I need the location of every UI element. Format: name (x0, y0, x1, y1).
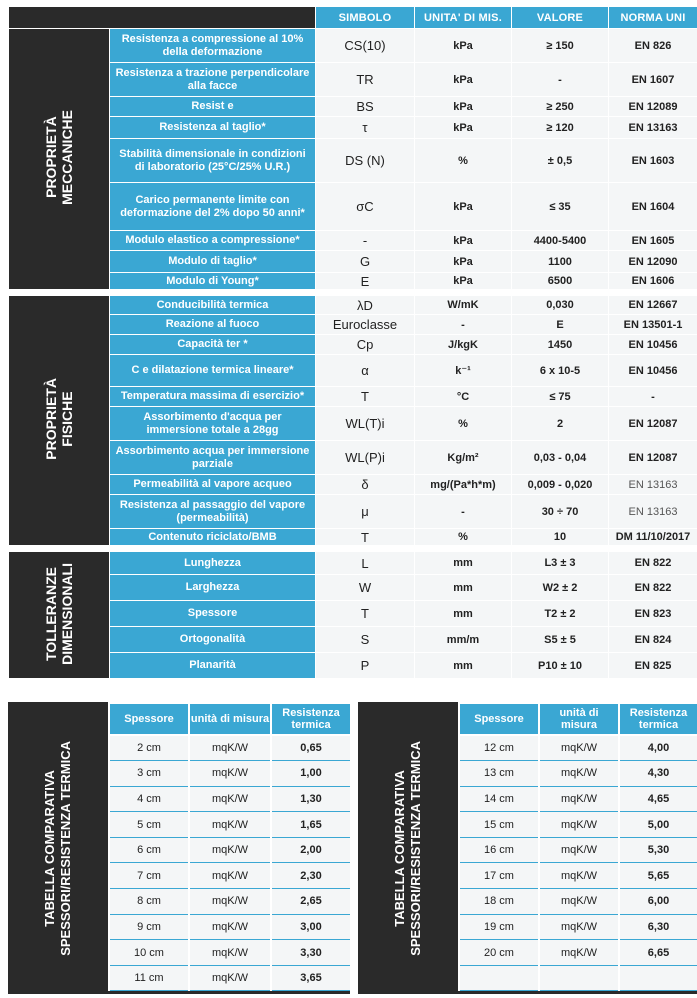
comparison-row (459, 889, 697, 915)
comparison-thickness: 2 cm (109, 735, 189, 761)
property-name: Temperatura massima di esercizio* (110, 387, 316, 407)
comparison-unit: mqK/W (539, 863, 619, 889)
property-symbol: Cp (316, 335, 415, 355)
comparison-row (459, 761, 697, 787)
property-row (9, 495, 697, 529)
comparison-row (459, 965, 697, 991)
property-unit: mm (415, 601, 512, 627)
property-norm: EN 12087 (609, 407, 697, 441)
property-value: - (512, 63, 609, 97)
comparison-thickness: 8 cm (109, 889, 189, 915)
comparison-resistance: 4,00 (619, 735, 697, 761)
property-norm: EN 1607 (609, 63, 697, 97)
comparison-resistance: 4,65 (619, 786, 697, 812)
comparison-row (109, 735, 351, 761)
property-symbol: WL(P)i (316, 441, 415, 475)
comparison-row (459, 940, 697, 966)
comparison-resistance: 1,00 (271, 761, 351, 787)
comparison-category-label: TABELLA COMPARATIVA SPESSORI/RESISTENZA TERMICA (42, 740, 73, 956)
comparison-category-label: TABELLA COMPARATIVA SPESSORI/RESISTENZA TERMICA (392, 740, 423, 956)
property-name: Lunghezza (110, 549, 316, 575)
property-symbol: L (316, 549, 415, 575)
comparison-unit: mqK/W (539, 812, 619, 838)
property-row (9, 601, 697, 627)
property-symbol: σC (316, 183, 415, 231)
property-value: 6 x 10-5 (512, 355, 609, 387)
property-norm: EN 1606 (609, 273, 697, 293)
property-symbol: G (316, 251, 415, 273)
property-name: Ortogonalità (110, 627, 316, 653)
comparison-header-unit: unità di misura (539, 703, 619, 735)
comparison-header-unit: unità di misura (189, 703, 271, 735)
property-row (9, 407, 697, 441)
property-norm: EN 825 (609, 653, 697, 679)
property-norm: EN 12667 (609, 293, 697, 315)
comparison-resistance: 6,00 (619, 889, 697, 915)
property-row (9, 355, 697, 387)
property-symbol: WL(T)i (316, 407, 415, 441)
section-category (9, 29, 110, 293)
comparison-thickness: 4 cm (109, 786, 189, 812)
property-row (9, 63, 697, 97)
property-name: Reazione al fuoco (110, 315, 316, 335)
property-row (9, 315, 697, 335)
property-norm: EN 13163 (609, 117, 697, 139)
comparison-category-right (358, 702, 458, 994)
comparison-resistance: 3,65 (271, 965, 351, 991)
property-name: Planarità (110, 653, 316, 679)
property-unit: kPa (415, 97, 512, 117)
property-unit: mm/m (415, 627, 512, 653)
property-value: 6500 (512, 273, 609, 293)
comparison-table-right (358, 702, 697, 994)
property-symbol: S (316, 627, 415, 653)
property-norm: EN 1603 (609, 139, 697, 183)
property-value: 1100 (512, 251, 609, 273)
comparison-resistance: 1,65 (271, 812, 351, 838)
property-unit: W/mK (415, 293, 512, 315)
comparison-header-resistance: Resistenza termica (619, 703, 697, 735)
property-value: 0,030 (512, 293, 609, 315)
property-symbol: α (316, 355, 415, 387)
property-value: 30 ÷ 70 (512, 495, 609, 529)
property-unit: J/kgK (415, 335, 512, 355)
property-row (9, 441, 697, 475)
property-norm: EN 824 (609, 627, 697, 653)
comparison-header-row (109, 703, 351, 735)
comparison-row (109, 889, 351, 915)
comparison-unit: mqK/W (189, 863, 271, 889)
property-name: Modulo elastico a compressione* (110, 231, 316, 251)
property-symbol: TR (316, 63, 415, 97)
comparison-row (109, 940, 351, 966)
property-unit: % (415, 407, 512, 441)
comparison-thickness: 12 cm (459, 735, 539, 761)
section-category-label: PROPRIETÀ FISICHE (43, 378, 75, 460)
property-name: Conducibilità termica (110, 293, 316, 315)
comparison-row (109, 863, 351, 889)
property-name: Resist e (110, 97, 316, 117)
comparison-unit: mqK/W (189, 914, 271, 940)
property-row (9, 273, 697, 293)
comparison-row (109, 837, 351, 863)
comparison-unit: mqK/W (189, 786, 271, 812)
property-unit: - (415, 495, 512, 529)
header-corner (9, 7, 316, 29)
comparison-thickness: 15 cm (459, 812, 539, 838)
header-symbol: SIMBOLO (316, 7, 415, 29)
comparison-unit: mqK/W (189, 735, 271, 761)
comparison-unit: mqK/W (189, 837, 271, 863)
property-norm: EN 12087 (609, 441, 697, 475)
comparison-unit: mqK/W (539, 889, 619, 915)
comparison-unit: mqK/W (539, 837, 619, 863)
property-value: 0,009 - 0,020 (512, 475, 609, 495)
property-row (9, 139, 697, 183)
comparison-unit: mqK/W (189, 965, 271, 991)
property-unit: Kg/m² (415, 441, 512, 475)
property-symbol: λD (316, 293, 415, 315)
property-unit: kPa (415, 63, 512, 97)
comparison-resistance: 6,65 (619, 940, 697, 966)
comparison-resistance: 2,65 (271, 889, 351, 915)
property-norm: EN 12089 (609, 97, 697, 117)
comparison-header-row (459, 703, 697, 735)
property-value: ≥ 150 (512, 29, 609, 63)
property-name: Resistenza a trazione perpendicolare alla facce (110, 63, 316, 97)
comparison-resistance: 0,65 (271, 735, 351, 761)
property-unit: kPa (415, 231, 512, 251)
property-symbol: CS(10) (316, 29, 415, 63)
comparison-resistance: 5,65 (619, 863, 697, 889)
property-symbol: BS (316, 97, 415, 117)
property-value: 0,03 - 0,04 (512, 441, 609, 475)
section-category-label: TOLLERANZE DIMENSIONALI (43, 562, 75, 665)
property-unit: - (415, 315, 512, 335)
property-name: Modulo di Young* (110, 273, 316, 293)
comparison-thickness: 7 cm (109, 863, 189, 889)
property-row (9, 231, 697, 251)
comparison-unit: mqK/W (189, 761, 271, 787)
property-unit: kPa (415, 29, 512, 63)
property-name: Larghezza (110, 575, 316, 601)
property-row (9, 475, 697, 495)
property-name: Assorbimento d'acqua per immersione totale a 28gg (110, 407, 316, 441)
property-symbol: W (316, 575, 415, 601)
property-symbol: T (316, 601, 415, 627)
comparison-row (459, 837, 697, 863)
property-value: E (512, 315, 609, 335)
property-name: Spessore (110, 601, 316, 627)
property-row (9, 549, 697, 575)
comparison-row (109, 786, 351, 812)
property-norm: EN 13501-1 (609, 315, 697, 335)
property-row (9, 653, 697, 679)
property-unit: mg/(Pa*h*m) (415, 475, 512, 495)
property-unit: % (415, 529, 512, 549)
property-value: S5 ± 5 (512, 627, 609, 653)
property-norm: EN 1604 (609, 183, 697, 231)
section-category (9, 293, 110, 549)
property-name: Stabilità dimensionale in condizioni di laboratorio (25°C/25% U.R.) (110, 139, 316, 183)
comparison-unit: mqK/W (189, 812, 271, 838)
property-norm: EN 12090 (609, 251, 697, 273)
property-value: L3 ± 3 (512, 549, 609, 575)
property-value: ≥ 250 (512, 97, 609, 117)
property-unit: °C (415, 387, 512, 407)
property-norm: EN 1605 (609, 231, 697, 251)
properties-table (8, 6, 697, 679)
comparison-resistance: 3,30 (271, 940, 351, 966)
comparison-row (109, 965, 351, 991)
header-unit: UNITA' DI MIS. (415, 7, 512, 29)
property-name: Resistenza al passaggio del vapore (permeabilità) (110, 495, 316, 529)
comparison-thickness: 16 cm (459, 837, 539, 863)
property-unit: kPa (415, 183, 512, 231)
property-name: Resistenza al taglio* (110, 117, 316, 139)
property-row (9, 575, 697, 601)
property-symbol: τ (316, 117, 415, 139)
comparison-row (459, 863, 697, 889)
comparison-thickness: 10 cm (109, 940, 189, 966)
comparison-unit (539, 965, 619, 991)
comparison-header-thickness: Spessore (459, 703, 539, 735)
property-value: 4400-5400 (512, 231, 609, 251)
property-norm: EN 13163 (609, 475, 697, 495)
property-name: Capacità ter * (110, 335, 316, 355)
comparison-thickness (459, 965, 539, 991)
property-symbol: P (316, 653, 415, 679)
section-category-label: PROPRIETÀ MECCANICHE (43, 110, 75, 205)
comparison-table-left (8, 702, 350, 994)
property-name: Resistenza a compressione al 10% della deformazione (110, 29, 316, 63)
comparison-header-resistance: Resistenza termica (271, 703, 351, 735)
comparison-unit: mqK/W (189, 940, 271, 966)
property-value: P10 ± 10 (512, 653, 609, 679)
property-value: ≥ 120 (512, 117, 609, 139)
property-value: ± 0,5 (512, 139, 609, 183)
header-row (9, 7, 697, 29)
header-value: VALORE (512, 7, 609, 29)
comparison-thickness: 20 cm (459, 940, 539, 966)
property-unit: kPa (415, 273, 512, 293)
comparison-thickness: 13 cm (459, 761, 539, 787)
property-row (9, 251, 697, 273)
property-unit: kPa (415, 117, 512, 139)
comparison-row (109, 812, 351, 838)
comparison-row (109, 761, 351, 787)
comparison-thickness: 5 cm (109, 812, 189, 838)
comparison-resistance: 6,30 (619, 914, 697, 940)
comparison-resistance: 2,00 (271, 837, 351, 863)
property-row (9, 387, 697, 407)
property-value: ≤ 75 (512, 387, 609, 407)
comparison-thickness: 3 cm (109, 761, 189, 787)
property-name: Carico permanente limite con deformazione del 2% dopo 50 anni* (110, 183, 316, 231)
property-unit: k⁻¹ (415, 355, 512, 387)
section-category (9, 549, 110, 679)
property-row (9, 529, 697, 549)
property-value: T2 ± 2 (512, 601, 609, 627)
property-value: 2 (512, 407, 609, 441)
property-symbol: μ (316, 495, 415, 529)
comparison-row (459, 735, 697, 761)
property-unit: kPa (415, 251, 512, 273)
comparison-unit: mqK/W (539, 940, 619, 966)
comparison-row (459, 812, 697, 838)
property-name: Permeabilità al vapore acqueo (110, 475, 316, 495)
property-symbol: - (316, 231, 415, 251)
property-unit: % (415, 139, 512, 183)
comparison-resistance: 5,00 (619, 812, 697, 838)
property-value: W2 ± 2 (512, 575, 609, 601)
property-symbol: T (316, 387, 415, 407)
property-row (9, 97, 697, 117)
property-unit: mm (415, 549, 512, 575)
comparison-unit: mqK/W (539, 735, 619, 761)
comparison-resistance: 1,30 (271, 786, 351, 812)
property-unit: mm (415, 575, 512, 601)
property-norm: - (609, 387, 697, 407)
property-norm: EN 822 (609, 575, 697, 601)
comparison-row (459, 914, 697, 940)
property-name: Assorbimento acqua per immersione parziale (110, 441, 316, 475)
property-norm: DM 11/10/2017 (609, 529, 697, 549)
comparison-thickness: 6 cm (109, 837, 189, 863)
property-norm: EN 822 (609, 549, 697, 575)
comparison-resistance (619, 965, 697, 991)
comparison-resistance: 5,30 (619, 837, 697, 863)
property-norm: EN 826 (609, 29, 697, 63)
comparison-thickness: 14 cm (459, 786, 539, 812)
property-row (9, 183, 697, 231)
property-name: Contenuto riciclato/BMB (110, 529, 316, 549)
property-norm: EN 13163 (609, 495, 697, 529)
comparison-resistance: 3,00 (271, 914, 351, 940)
comparison-unit: mqK/W (539, 786, 619, 812)
property-value: ≤ 35 (512, 183, 609, 231)
comparison-unit: mqK/W (189, 889, 271, 915)
property-norm: EN 10456 (609, 335, 697, 355)
comparison-row (459, 786, 697, 812)
property-symbol: T (316, 529, 415, 549)
comparison-thickness: 19 cm (459, 914, 539, 940)
comparison-category-left (8, 702, 108, 994)
property-symbol: δ (316, 475, 415, 495)
property-value: 10 (512, 529, 609, 549)
comparison-row (109, 914, 351, 940)
property-row (9, 117, 697, 139)
comparison-unit: mqK/W (539, 914, 619, 940)
property-norm: EN 10456 (609, 355, 697, 387)
comparison-thickness: 18 cm (459, 889, 539, 915)
property-row (9, 29, 697, 63)
property-unit: mm (415, 653, 512, 679)
property-name: Modulo di taglio* (110, 251, 316, 273)
property-norm: EN 823 (609, 601, 697, 627)
comparison-resistance: 4,30 (619, 761, 697, 787)
property-symbol: E (316, 273, 415, 293)
property-symbol: Euroclasse (316, 315, 415, 335)
comparison-thickness: 17 cm (459, 863, 539, 889)
property-row (9, 627, 697, 653)
header-norm: NORMA UNI (609, 7, 697, 29)
property-row (9, 335, 697, 355)
comparison-thickness: 11 cm (109, 965, 189, 991)
comparison-header-thickness: Spessore (109, 703, 189, 735)
property-symbol: DS (N) (316, 139, 415, 183)
comparison-thickness: 9 cm (109, 914, 189, 940)
property-name: C e dilatazione termica lineare* (110, 355, 316, 387)
property-value: 1450 (512, 335, 609, 355)
comparison-resistance: 2,30 (271, 863, 351, 889)
comparison-unit: mqK/W (539, 761, 619, 787)
property-row (9, 293, 697, 315)
